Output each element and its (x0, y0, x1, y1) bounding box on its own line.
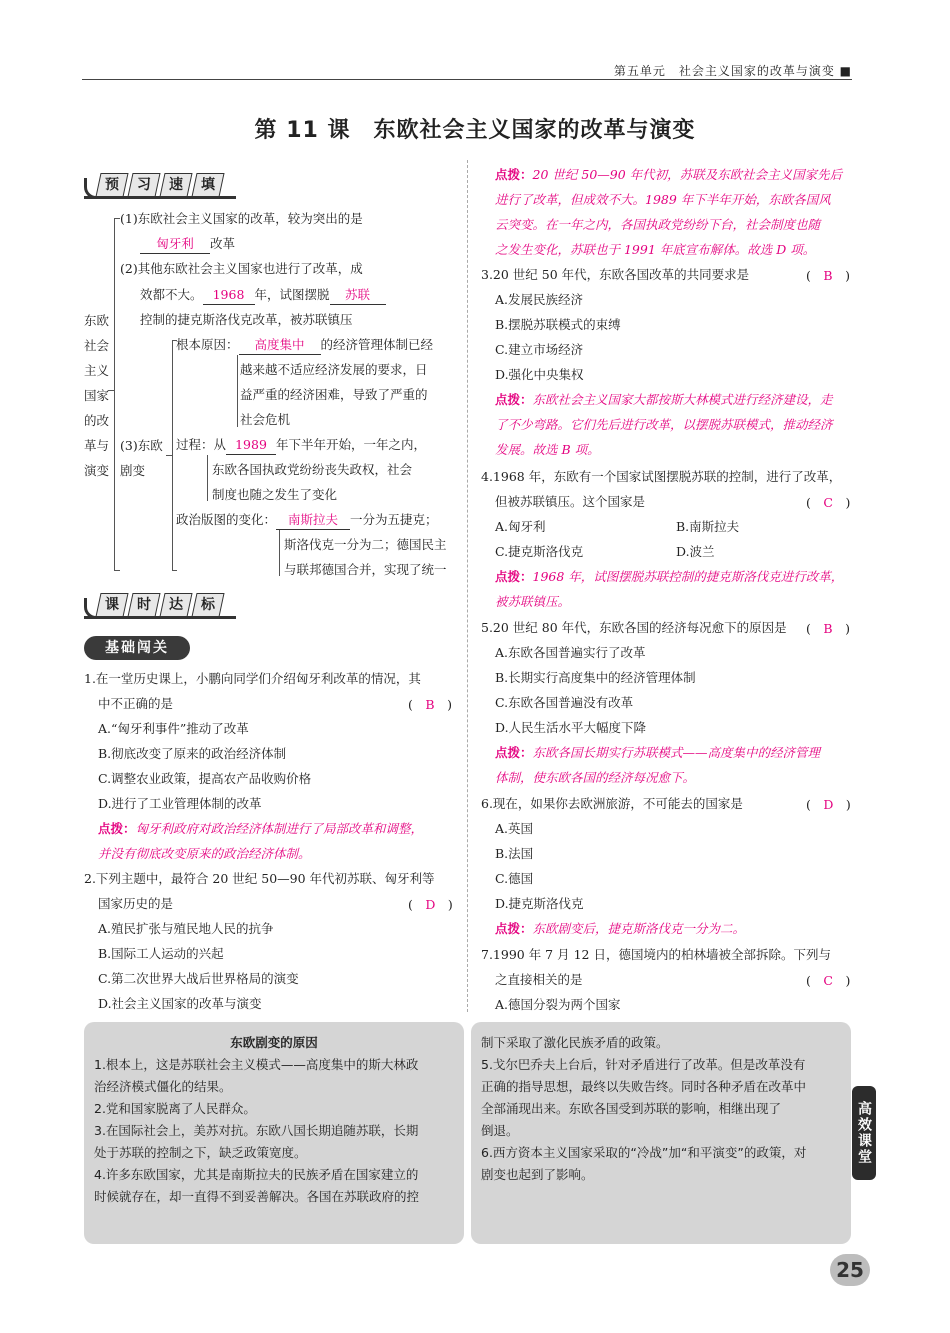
side-tab: 高效课堂 (852, 1086, 876, 1180)
option: B.摆脱苏联模式的束缚 (495, 317, 621, 332)
option: C.东欧各国普遍没有改革 (495, 695, 634, 710)
column-divider (467, 160, 468, 1012)
answer-bracket: ( B ) (408, 697, 452, 712)
root-label: 社会 (84, 338, 110, 353)
answer-bracket: ( C ) (806, 973, 851, 988)
root-label: 演变 (84, 463, 110, 478)
answer-blank: 匈牙利 (140, 235, 210, 254)
option: D.社会主义国家的改革与演变 (98, 996, 262, 1011)
banner-char: 习 (137, 177, 151, 193)
option: C.德国 (495, 871, 534, 886)
banner-char: 课 (105, 597, 119, 613)
option: D.人民生活水平大幅度下降 (495, 720, 647, 735)
banner-char: 填 (201, 177, 215, 193)
answer-bracket: ( D ) (408, 897, 453, 912)
option: D.进行了工业管理体制的改革 (98, 796, 262, 811)
root-label: 主义 (84, 363, 110, 378)
unit-header: 第五单元 社会主义国家的改革与演变 ■ (613, 64, 852, 78)
option: A.英国 (495, 821, 534, 836)
preview-section-banner (84, 170, 236, 198)
main-brace (114, 218, 115, 570)
root-label: 革与 (84, 438, 110, 453)
page-title: 第 11 课 东欧社会主义国家的改革与演变 (254, 118, 696, 143)
option: C.捷克斯洛伐克 (495, 544, 584, 559)
option: A.德国分裂为两个国家 (495, 997, 621, 1012)
basic-level-badge: 基础闯关 (84, 636, 190, 660)
hint: 点拨：东欧社会主义国家大都按斯大林模式进行经济建设，走 (495, 392, 833, 407)
hint: 点拨：东欧各国长期实行苏联模式——高度集中的经济管理 (495, 745, 821, 760)
root-label: 国家 (84, 388, 110, 403)
summary-item-3: (3)东欧 (120, 438, 163, 453)
option: A.东欧各国普遍实行了改革 (495, 645, 646, 660)
sub-brace (172, 340, 173, 570)
answer-blank: 1968 (203, 286, 255, 305)
option: A.发展民族经济 (495, 292, 584, 307)
page-number: 25 (830, 1254, 870, 1286)
root-label: 东欧 (84, 313, 110, 328)
banner-char: 预 (105, 177, 119, 193)
causes-box-title: 东欧剧变的原因 (230, 1035, 318, 1050)
hint: 点拨：东欧剧变后，捷克斯洛伐克一分为二。 (495, 921, 746, 936)
answer-blank: 高度集中 (239, 336, 321, 355)
option: A.“匈牙利事件”推动了改革 (98, 721, 249, 736)
answer-bracket: ( B ) (806, 621, 850, 636)
option: C.调整农业政策，提高农产品收购价格 (98, 771, 312, 786)
summary-item-2: (2)其他东欧社会主义国家也进行了改革，成 (120, 261, 363, 276)
hint: 点拨：1968 年，试图摆脱苏联控制的捷克斯洛伐克进行改革， (495, 569, 844, 584)
root-label: 的改 (84, 413, 110, 428)
option: B.彻底改变了原来的政治经济体制 (98, 746, 287, 761)
answer-blank: 苏联 (330, 286, 386, 305)
option: D.捷克斯洛伐克 (495, 896, 584, 911)
option: B.法国 (495, 846, 534, 861)
hint: 点拨：匈牙利政府对政治经济体制进行了局部改革和调整， (98, 821, 424, 836)
banner-char: 标 (201, 597, 215, 613)
option: C.第二次世界大战后世界格局的演变 (98, 971, 299, 986)
practice-section-banner (84, 590, 236, 618)
summary-item-1: (1)东欧社会主义国家的改革，较为突出的是 (120, 211, 363, 226)
option: A.匈牙利 (495, 519, 546, 534)
option: B.南斯拉夫 (676, 519, 740, 534)
option: C.建立市场经济 (495, 342, 584, 357)
option: D.波兰 (676, 544, 715, 559)
option: A.殖民扩张与殖民地人民的抗争 (98, 921, 274, 936)
banner-char: 时 (137, 597, 151, 613)
option: D.强化中央集权 (495, 367, 584, 382)
banner-char: 达 (169, 597, 183, 613)
answer-blank: 南斯拉夫 (276, 511, 350, 530)
answer-bracket: ( C ) (806, 495, 851, 510)
header-rule (82, 79, 852, 80)
option: B.长期实行高度集中的经济管理体制 (495, 670, 696, 685)
answer-blank: 1989 (226, 436, 276, 455)
answer-bracket: ( B ) (806, 268, 850, 283)
option: B.国际工人运动的兴起 (98, 946, 224, 961)
banner-char: 速 (169, 177, 183, 193)
answer-bracket: ( D ) (806, 797, 851, 812)
